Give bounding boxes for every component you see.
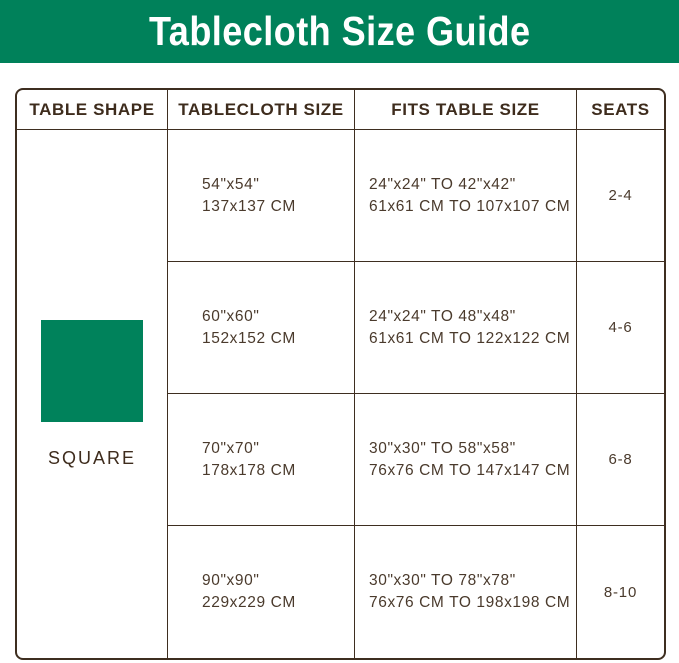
shape-cell (17, 130, 168, 658)
tablecloth-size-cm: 229x229 CM (202, 594, 296, 611)
table-row-4-fits-table-size (355, 526, 577, 658)
tablecloth-size-cm: 178x178 CM (202, 461, 296, 479)
table-row-2-fits-table-size (355, 262, 577, 394)
table-row-2-seats: 4-6 (577, 262, 664, 394)
column-header-seats: SEATS (577, 90, 664, 130)
tablecloth-size-inches: 54"x54" (202, 175, 260, 193)
fits-size-inches: 30"x30" TO 58"x58" (369, 439, 516, 457)
table-row-3-fits-table-size (355, 394, 577, 526)
fits-size-inches: 30"x30" TO 78"x78" (369, 572, 516, 589)
fits-size-cm: 76x76 CM TO 198x198 CM (369, 594, 571, 611)
tablecloth-size-inches: 90"x90" (202, 572, 260, 589)
table-row-4-seats: 8-10 (603, 583, 638, 601)
fits-size-cm: 61x61 CM TO 122x122 CM (369, 329, 571, 347)
tablecloth-size-cm: 137x137 CM (202, 197, 296, 215)
page-title: Tablecloth Size Guide (148, 8, 531, 54)
column-header-table-shape: TABLE SHAPE (17, 90, 168, 130)
fits-size-cm: 61x61 CM TO 107x107 CM (369, 197, 571, 215)
table-row-1-tablecloth-size (168, 130, 355, 262)
tablecloth-size-inches: 60"x60" (202, 307, 260, 325)
column-header-fits-table-size: FITS TABLE SIZE (355, 90, 577, 130)
fits-size-cm: 76x76 CM TO 147x147 CM (369, 461, 571, 479)
fits-size-inches: 24"x24" TO 42"x42" (369, 175, 516, 193)
tablecloth-size-cm: 152x152 CM (202, 329, 296, 347)
fits-size-inches: 24"x24" TO 48"x48" (369, 307, 516, 325)
title-banner (0, 0, 679, 63)
size-guide-table (15, 88, 666, 660)
table-row-1-fits-table-size (355, 130, 577, 262)
table-row-3-tablecloth-size (168, 394, 355, 526)
table-row-2-tablecloth-size (168, 262, 355, 394)
shape-label: SQUARE (47, 447, 137, 468)
table-row-4-tablecloth-size (168, 526, 355, 658)
table-row-3-seats: 6-8 (577, 394, 664, 526)
table-row-1-seats: 2-4 (577, 130, 664, 262)
tablecloth-size-inches: 70"x70" (202, 439, 260, 457)
column-header-tablecloth-size: TABLECLOTH SIZE (168, 90, 355, 130)
square-shape-icon (41, 320, 143, 422)
